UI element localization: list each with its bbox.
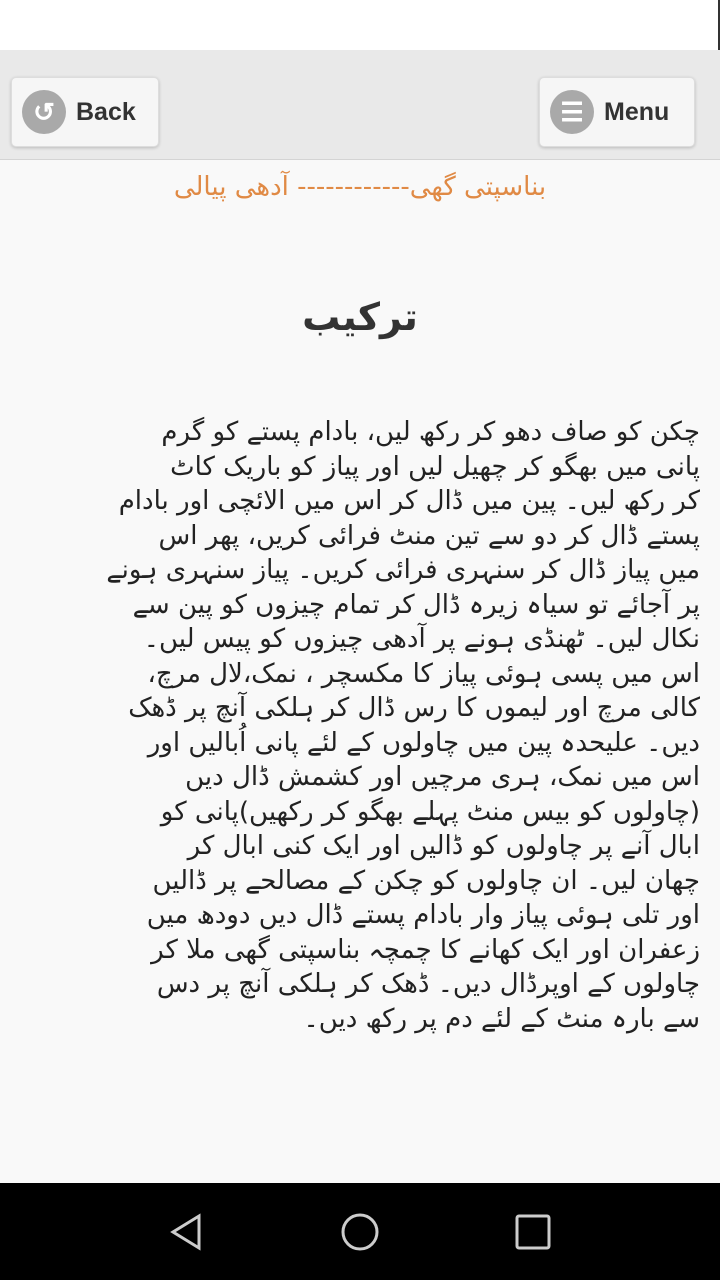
section-title: ترکیب <box>302 295 418 339</box>
recipe-line: (چاولوں کو بیس منٹ پہلے بھگو کر رکھیں)پانی کو <box>160 796 700 827</box>
recipe-line: ابال آنے پر چاولوں کو ڈالیں اور ایک کنی ابال کر <box>187 831 700 861</box>
menu-button[interactable] <box>539 77 695 147</box>
recipe-line: سے بارہ منٹ کے لئے دم پر رکھ دیں۔ <box>303 1003 700 1034</box>
back-button[interactable] <box>11 77 159 147</box>
hamburger-icon: ☰ <box>550 90 594 134</box>
recipe-line: نکال لیں۔ ٹھنڈی ہونے پر آدھی چیزوں کو پیس لیں۔ <box>143 624 700 654</box>
recipe-content[interactable] <box>0 160 720 1183</box>
android-nav-bar <box>0 1183 720 1280</box>
recipe-instructions <box>90 415 700 1036</box>
header-bar <box>0 50 720 160</box>
recipe-line: چاولوں کے اوپرڈال دیں۔ ڈھک کر ہلکی آنچ پر دس <box>156 969 700 999</box>
recipe-line: میں پیاز ڈال کر سنہری فرائی کریں۔ پیاز سنہری ہونے <box>106 555 700 585</box>
recipe-line: اس میں نمک، ہری مرچیں اور کشمش ڈال دیں <box>185 762 700 792</box>
nav-home-icon[interactable] <box>340 1212 380 1252</box>
back-arrow-icon: ↺ <box>22 90 66 134</box>
back-label: Back <box>76 97 136 126</box>
menu-label: Menu <box>604 97 670 126</box>
status-bar <box>0 0 720 50</box>
nav-back-icon[interactable] <box>167 1212 207 1252</box>
recipe-line: پانی میں بھگو کر چھیل لیں اور پیاز کو باریک کاٹ <box>170 451 700 482</box>
recipe-line: چکن کو صاف دھو کر رکھ لیں، بادام پستے کو گرم <box>161 417 700 447</box>
recipe-line: زعفران اور ایک کھانے کا چمچہ بناسپتی گھی ملا کر <box>151 934 700 965</box>
recipe-line: اور تلی ہوئی پیاز وار بادام پستے ڈال دیں دودھ میں <box>146 900 700 930</box>
recipe-line: پستے ڈال کر دو سے تین منٹ فرائی کریں، پھر اس <box>158 520 700 551</box>
recipe-line: پر آجائے تو سیاہ زیرہ ڈال کر تمام چیزوں کو پین سے <box>132 589 700 620</box>
recipe-line: اس میں پسی ہوئی پیاز کا مکسچر ، نمک،لال مرچ، <box>147 658 700 689</box>
recipe-line: کر رکھ لیں۔ پین میں ڈال کر اس میں الائچی اور بادام <box>118 486 700 516</box>
recipe-line: چھان لیں۔ ان چاولوں کو چکن کے مصالحے پر ڈالیں <box>152 865 700 896</box>
recipe-line: کالی مرچ اور لیموں کا رس ڈال کر ہلکی آنچ پر ڈھک <box>128 693 700 723</box>
nav-recents-icon[interactable] <box>513 1212 553 1252</box>
ingredient-line: بناسپتی گھی------------ آدھی پیالی <box>173 172 547 202</box>
recipe-line: دیں۔ علیحدہ پین میں چاولوں کے لئے پانی اُبالیں اور <box>147 727 700 758</box>
